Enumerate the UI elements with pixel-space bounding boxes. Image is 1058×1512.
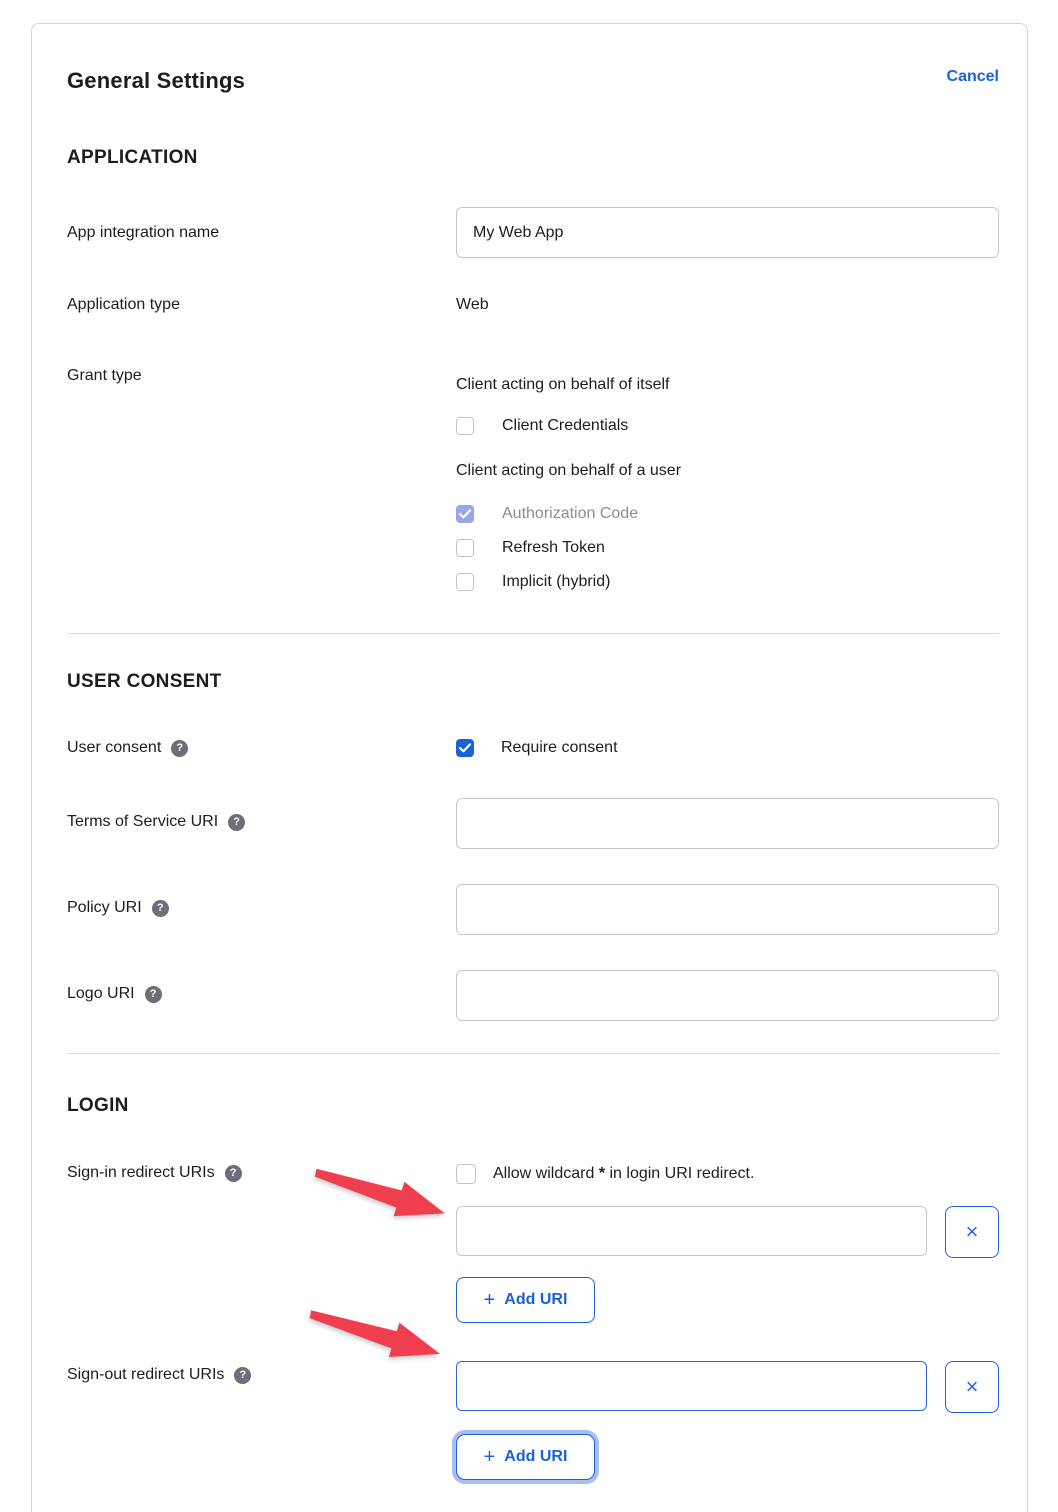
policy-uri-label: Policy URI	[67, 899, 142, 916]
remove-sign-out-uri-button[interactable]	[945, 1361, 999, 1413]
help-icon[interactable]: ?	[152, 900, 169, 917]
allow-wildcard-option[interactable]	[456, 1161, 999, 1187]
divider	[67, 633, 999, 634]
plus-icon: +	[483, 1289, 496, 1311]
grant-user-heading: Client acting on behalf of a user	[456, 462, 682, 479]
cancel-button[interactable]: Cancel	[946, 68, 999, 85]
add-sign-out-uri-button[interactable]: + Add URI	[456, 1434, 595, 1480]
sign-out-uri-line	[456, 1361, 999, 1413]
grant-option-authorization-code: Authorization Code	[456, 501, 999, 527]
sign-in-redirect-row	[67, 1161, 999, 1361]
policy-uri-input[interactable]	[456, 884, 999, 935]
require-consent-option[interactable]: Require consent	[456, 735, 999, 761]
app-integration-name-input[interactable]	[456, 207, 999, 258]
section-heading-login: LOGIN	[67, 1095, 129, 1116]
sign-in-redirect-uri-input[interactable]	[456, 1206, 927, 1256]
policy-uri-row	[67, 884, 999, 935]
help-icon[interactable]: ?	[234, 1367, 251, 1384]
sign-out-redirect-row	[67, 1361, 999, 1413]
logo-uri-input[interactable]	[456, 970, 999, 1021]
close-icon: ×	[965, 1374, 979, 1399]
general-settings-card	[31, 23, 1028, 1512]
refresh-token-checkbox[interactable]	[456, 539, 474, 557]
require-consent-checkbox[interactable]	[456, 739, 474, 757]
grant-self-heading: Client acting on behalf of itself	[456, 376, 670, 393]
logo-uri-label: Logo URI	[67, 985, 135, 1002]
remove-sign-in-uri-button[interactable]	[945, 1206, 999, 1258]
application-type-row	[67, 293, 999, 317]
close-icon: ×	[965, 1219, 979, 1244]
user-consent-row	[67, 735, 999, 761]
sign-out-redirect-label: Sign-out redirect URIs	[67, 1366, 225, 1383]
grant-type-label: Grant type	[67, 367, 142, 384]
divider	[67, 1053, 999, 1054]
terms-of-service-uri-row	[67, 798, 999, 849]
page-title: General Settings	[67, 68, 246, 93]
user-consent-label: User consent	[67, 739, 162, 756]
sign-out-add-row	[67, 1433, 999, 1480]
terms-of-service-uri-label: Terms of Service URI	[67, 813, 219, 830]
sign-out-redirect-uri-input[interactable]	[456, 1361, 927, 1411]
grant-option-client-credentials[interactable]: Client Credentials	[456, 413, 999, 439]
card-header	[67, 68, 999, 96]
section-heading-application: APPLICATION	[67, 147, 198, 168]
section-heading-user-consent: USER CONSENT	[67, 671, 222, 692]
grant-option-refresh-token[interactable]: Refresh Token	[456, 535, 999, 561]
grant-type-row	[67, 364, 999, 595]
logo-uri-row	[67, 970, 999, 1021]
authorization-code-checkbox	[456, 505, 474, 523]
app-integration-name-label: App integration name	[67, 223, 220, 241]
help-icon[interactable]: ?	[228, 814, 245, 831]
sign-in-uri-line	[456, 1206, 999, 1258]
app-integration-name-row	[67, 207, 999, 258]
help-icon[interactable]: ?	[225, 1165, 242, 1182]
add-sign-in-uri-button[interactable]: + Add URI	[456, 1277, 595, 1323]
application-type-label: Application type	[67, 296, 180, 313]
terms-of-service-uri-input[interactable]	[456, 798, 999, 849]
implicit-hybrid-checkbox[interactable]	[456, 573, 474, 591]
allow-wildcard-label: Allow wildcard * in login URI redirect.	[493, 1165, 755, 1182]
help-icon[interactable]: ?	[171, 740, 188, 757]
allow-wildcard-checkbox[interactable]	[456, 1164, 476, 1184]
help-icon[interactable]: ?	[145, 986, 162, 1003]
plus-icon: +	[483, 1446, 496, 1468]
check-icon	[459, 743, 471, 753]
check-icon	[459, 509, 471, 519]
grant-option-implicit-hybrid[interactable]: Implicit (hybrid)	[456, 569, 999, 595]
sign-in-redirect-label: Sign-in redirect URIs	[67, 1164, 215, 1181]
application-type-value: Web	[456, 296, 489, 313]
client-credentials-checkbox[interactable]	[456, 417, 474, 435]
